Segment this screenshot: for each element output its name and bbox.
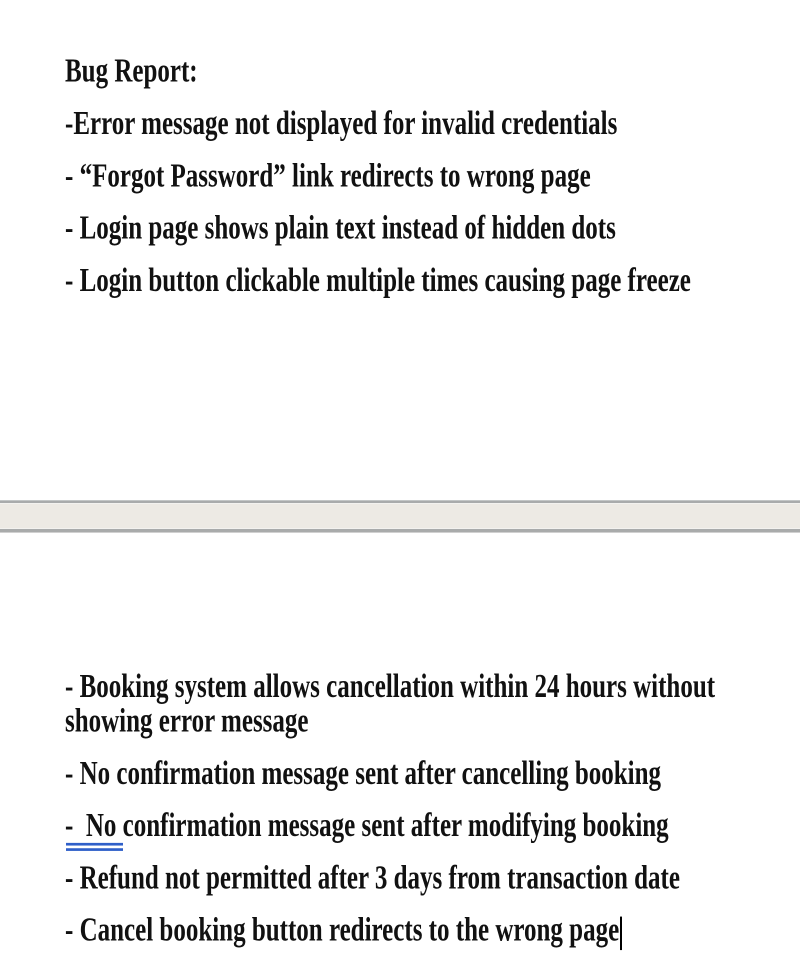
bug-item-cancel-booking[interactable] bbox=[65, 914, 800, 949]
document-page-2[interactable] bbox=[0, 532, 800, 966]
bug-item-refund-not-permitted[interactable]: - Refund not permitted after 3 days from transaction date bbox=[65, 860, 680, 897]
bug-item-no-confirmation-modifying-rest: confirmation message sent after modifying booking bbox=[122, 808, 669, 845]
text-cursor bbox=[620, 917, 622, 951]
page-break-gap bbox=[0, 500, 800, 533]
document-page-1[interactable] bbox=[0, 0, 800, 316]
doc-title[interactable]: Bug Report: bbox=[65, 53, 198, 90]
grammar-flagged-text[interactable]: - No bbox=[65, 808, 123, 845]
bug-item-error-message[interactable]: -Error message not displayed for invalid credentials bbox=[65, 105, 618, 143]
bug-item-no-confirmation-cancelling[interactable]: - No confirmation message sent after cancelling booking bbox=[65, 755, 662, 792]
bug-item-cancel-booking-text: - Cancel booking button redirects to the wrong page bbox=[65, 912, 620, 949]
bug-item-booking-cancellation[interactable]: - Booking system allows cancellation within 24 hours without showing error message bbox=[65, 668, 722, 740]
bug-item-no-confirmation-modifying[interactable] bbox=[65, 809, 800, 844]
bug-item-forgot-password[interactable]: - “Forgot Password” link redirects to wrong page bbox=[65, 158, 591, 195]
bug-item-login-button[interactable]: - Login button clickable multiple times causing page freeze bbox=[65, 262, 691, 299]
bug-item-plain-text[interactable]: - Login page shows plain text instead of hidden dots bbox=[65, 210, 616, 247]
